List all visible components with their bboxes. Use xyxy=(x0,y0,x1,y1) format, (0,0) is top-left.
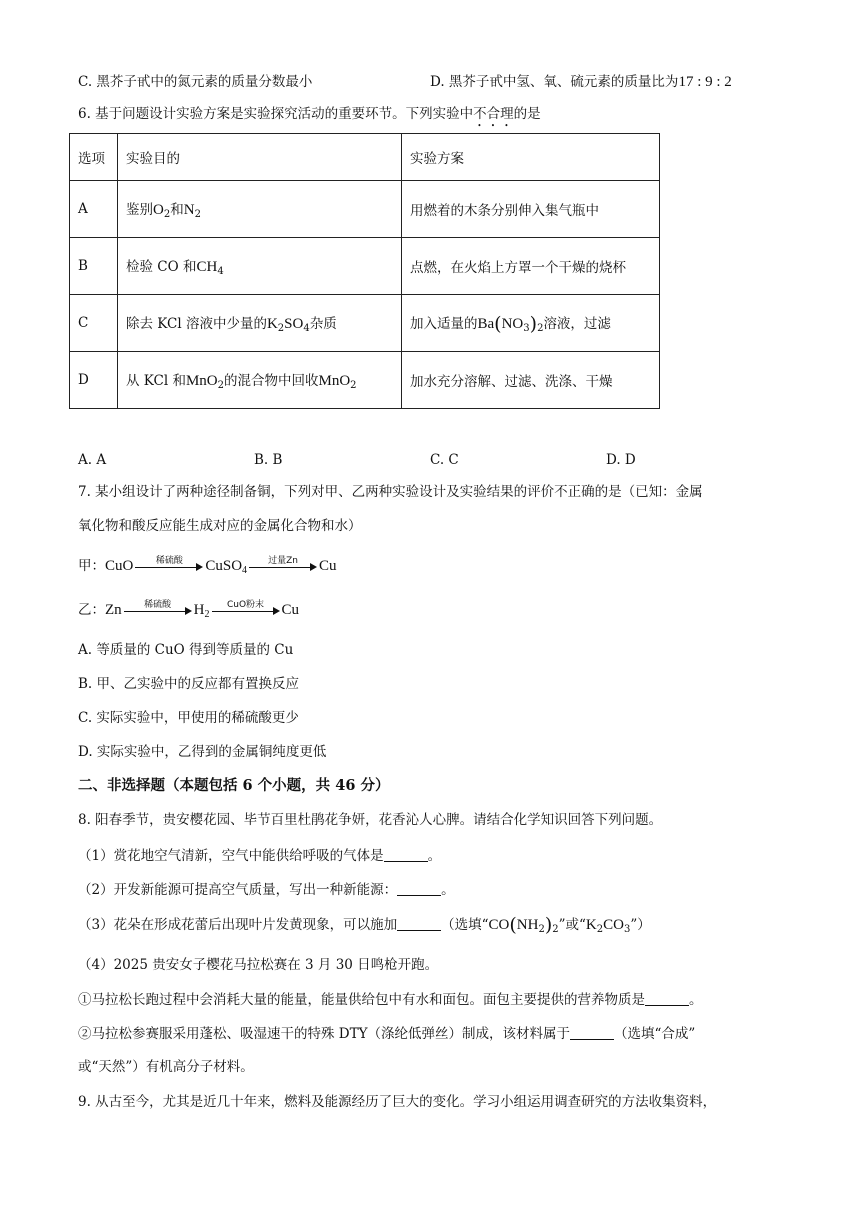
formula: NO xyxy=(501,315,524,332)
arrow-label: 稀硫酸 xyxy=(155,555,183,566)
purpose-text: 的混合物中回收 xyxy=(224,373,319,389)
q8-sub1 xyxy=(78,846,441,866)
subscript: 2 xyxy=(552,924,559,935)
answer-blank[interactable] xyxy=(397,916,441,931)
arrow-label: 过量Zn xyxy=(268,555,298,566)
route-label: 乙： xyxy=(78,602,105,618)
q5-option-d-text: D. 黑芥子甙中氢、氧、硫元素的质量比为 xyxy=(430,74,679,90)
q6-stem-end: 的是 xyxy=(513,106,541,122)
reaction-arrow xyxy=(135,555,203,574)
q5-option-c xyxy=(78,72,312,92)
row-purpose xyxy=(118,238,402,295)
formula: O xyxy=(153,202,164,218)
q7-stem-line2: 氧化物和酸反应能生成对应的金属化合物和水） xyxy=(78,518,362,534)
row-label: C xyxy=(70,295,118,352)
section-title: 二、非选择题（本题包括 6 个小题，共 46 分） xyxy=(78,777,390,794)
formula: K xyxy=(585,917,597,933)
answer-blank[interactable] xyxy=(397,881,441,896)
sub-text: ”） xyxy=(630,917,651,933)
sub-text: ”或“ xyxy=(558,917,586,933)
formula: N xyxy=(183,202,195,218)
subscript: 4 xyxy=(242,565,248,576)
formula: Zn xyxy=(105,602,122,618)
q8-sub4c: 或“天然”）有机高分子材料。 xyxy=(78,1059,254,1075)
paren-close: ) xyxy=(529,312,538,335)
subscript: 2 xyxy=(163,209,171,220)
formula: MnO xyxy=(185,373,218,389)
row-label: D xyxy=(70,352,118,409)
subscript: 2 xyxy=(537,322,544,334)
reaction-arrow xyxy=(212,599,280,618)
answer-blank[interactable] xyxy=(384,847,428,862)
row-purpose xyxy=(118,295,402,352)
arrow-label: CuO粉末 xyxy=(226,599,265,610)
header-plan: 实验方案 xyxy=(402,134,660,181)
reaction-arrow xyxy=(124,599,192,618)
table-row xyxy=(70,295,660,352)
formula: CO xyxy=(603,917,624,933)
q8-sub3 xyxy=(78,915,651,940)
q7-route-yi xyxy=(78,599,299,626)
answer-blank[interactable] xyxy=(570,1025,614,1040)
purpose-text: 和 xyxy=(170,202,184,218)
sub-text: 。 xyxy=(441,882,455,898)
subscript: 2 xyxy=(277,323,285,334)
subscript: 2 xyxy=(194,209,201,220)
arrow-label: 稀硫酸 xyxy=(144,599,172,610)
q6-stem-emphasis: 不合理 xyxy=(473,106,514,122)
q7-option-c[interactable]: C. 实际实验中，甲使用的稀硫酸更少 xyxy=(78,710,299,726)
q7-route-jia xyxy=(78,555,337,582)
q7-option-b[interactable]: B. 甲、乙实验中的反应都有置换反应 xyxy=(78,676,300,692)
q6-choices xyxy=(78,450,782,470)
table-header-row xyxy=(70,134,660,181)
row-plan: 加水充分溶解、过滤、洗涤、干燥 xyxy=(402,352,660,409)
paren-open: ( xyxy=(494,312,502,335)
formula: CH xyxy=(196,259,218,275)
subscript: 3 xyxy=(523,322,530,334)
sub-text: （选填“合成” xyxy=(614,1026,696,1042)
row-purpose xyxy=(118,352,402,409)
formula: H xyxy=(193,602,205,618)
q6-table xyxy=(69,133,660,409)
sub-text: （2）开发新能源可提高空气质量，写出一种新能源： xyxy=(78,882,398,898)
formula: MnO xyxy=(318,373,351,389)
row-label: A xyxy=(70,181,118,238)
choice-d[interactable]: D. D xyxy=(606,452,636,468)
sub-text: ②马拉松参赛服采用蓬松、吸湿速干的特殊 DTY（涤纶低弹丝）制成，该材料属于 xyxy=(78,1026,571,1042)
choice-c[interactable]: C. C xyxy=(430,452,459,468)
header-option: 选项 xyxy=(70,134,118,181)
subscript: 4 xyxy=(217,266,224,277)
row-plan: 点燃，在火焰上方罩一个干燥的烧杯 xyxy=(402,238,660,295)
formula: SO xyxy=(284,316,304,332)
q8-sub4a xyxy=(78,990,703,1010)
paren-open: ( xyxy=(509,914,517,936)
subscript: 2 xyxy=(350,380,357,391)
table-row xyxy=(70,238,660,295)
q7-option-a[interactable]: A. 等质量的 CuO 得到等质量的 Cu xyxy=(78,642,294,658)
header-purpose: 实验目的 xyxy=(118,134,402,181)
q6-stem-text: 6. 基于问题设计实验方案是实验探究活动的重要环节。下列实验中 xyxy=(78,106,474,122)
purpose-text: 杂质 xyxy=(309,316,337,332)
choice-b[interactable]: B. B xyxy=(254,452,283,468)
subscript: 2 xyxy=(596,924,604,935)
route-label: 甲： xyxy=(78,558,105,574)
table-row xyxy=(70,181,660,238)
paren-close: ) xyxy=(544,914,553,936)
plan-text: 加入适量的 xyxy=(410,315,478,332)
q5-option-d xyxy=(430,72,732,92)
purpose-text: 除去 KCl 溶液中少量的 xyxy=(126,316,267,332)
row-plan: 用燃着的木条分别伸入集气瓶中 xyxy=(402,181,660,238)
subscript: 3 xyxy=(623,924,631,935)
sub-text: 。 xyxy=(689,992,703,1008)
q6-stem xyxy=(78,104,541,130)
q8-sub4b xyxy=(78,1024,695,1044)
q8-stem: 8. 阳春季节，贵安樱花园、毕节百里杜鹃花争妍，花香沁人心脾。请结合化学知识回答下列问题。 xyxy=(78,812,663,828)
answer-blank[interactable] xyxy=(645,991,689,1006)
q8-sub2 xyxy=(78,880,455,900)
formula: Cu xyxy=(281,602,300,618)
formula: K xyxy=(266,316,278,332)
q9-stem: 9. 从古至今，尤其是近几十年来，燃料及能源经历了巨大的变化。学习小组运用调查研究的方法收集资料， xyxy=(78,1094,717,1110)
q5-option-d-ratio: 17 : 9 : 2 xyxy=(678,74,732,90)
subscript: 2 xyxy=(217,380,224,391)
sub-text: 。 xyxy=(427,848,442,864)
formula: Ba xyxy=(477,315,495,332)
row-plan xyxy=(402,295,660,352)
purpose-text: 鉴别 xyxy=(126,202,153,218)
row-purpose xyxy=(118,181,402,238)
q8-sub4: （4）2025 贵安女子樱花马拉松赛在 3 月 30 日鸣枪开跑。 xyxy=(78,957,439,973)
reaction-arrow xyxy=(249,555,317,574)
sub-text: ①马拉松长跑过程中会消耗大量的能量，能量供给包中有水和面包。面包主要提供的营养物质是 xyxy=(78,992,645,1008)
q7-option-d[interactable]: D. 实际实验中，乙得到的金属铜纯度更低 xyxy=(78,744,327,760)
subscript: 2 xyxy=(538,924,545,935)
table-row xyxy=(70,352,660,409)
q5-option-c-text: C. 黑芥子甙中的氮元素的质量分数最小 xyxy=(78,74,313,90)
sub-text: （1）赏花地空气清新，空气中能供给呼吸的气体是 xyxy=(78,848,384,864)
subscript: 2 xyxy=(204,609,210,620)
purpose-text: 检验 CO 和 xyxy=(126,259,197,275)
choice-a[interactable]: A. A xyxy=(78,452,107,468)
formula: CO xyxy=(488,917,510,933)
purpose-text: 从 KCl 和 xyxy=(126,373,186,389)
row-label: B xyxy=(70,238,118,295)
formula: CuO xyxy=(105,558,134,574)
formula: Cu xyxy=(319,558,337,574)
subscript: 4 xyxy=(303,323,310,334)
sub-text: （选填“ xyxy=(441,917,489,933)
formula: CuSO xyxy=(205,558,243,574)
q7-stem-line1: 7. 某小组设计了两种途径制备铜，下列对甲、乙两种实验设计及实验结果的评价不正确的是（已知：金属 xyxy=(78,484,703,500)
plan-text: 溶液，过滤 xyxy=(543,315,611,332)
sub-text: （3）花朵在形成花蕾后出现叶片发黄现象，可以施加 xyxy=(78,917,398,933)
formula: NH xyxy=(516,917,539,933)
